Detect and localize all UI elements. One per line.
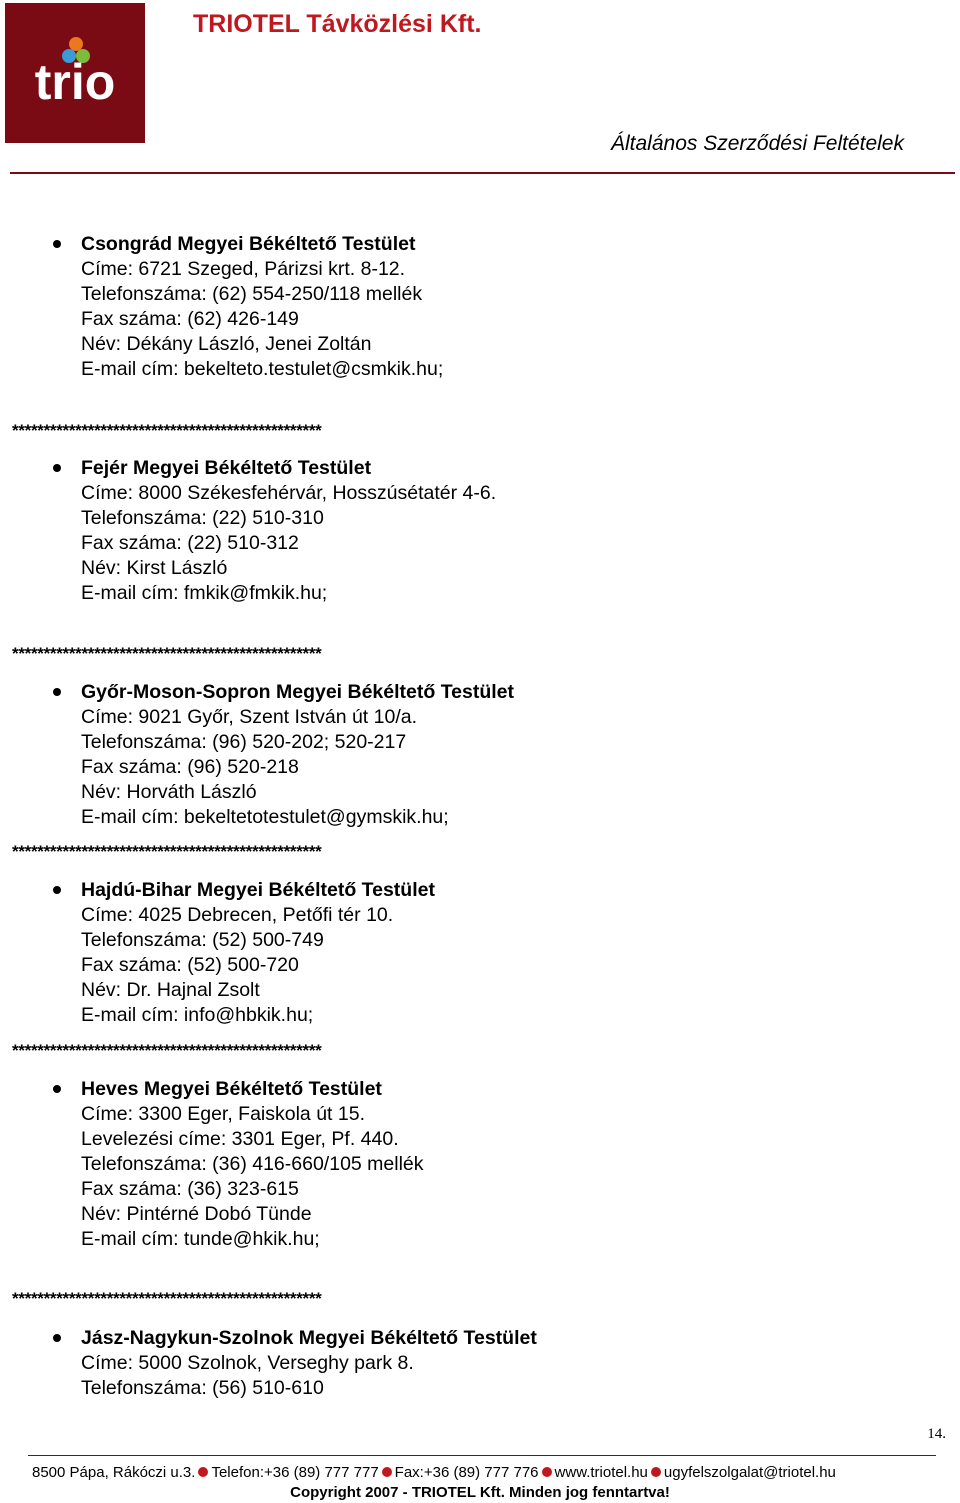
company-title: TRIOTEL Távközlési Kft. [193, 10, 482, 38]
board-detail-line: Telefonszáma: (22) 510-310 [81, 507, 324, 529]
bullet-icon [53, 688, 61, 696]
board-name: Csongrád Megyei Békéltető Testület [81, 233, 416, 255]
board-name: Jász-Nagykun-Szolnok Megyei Békéltető Testület [81, 1327, 537, 1349]
board-name: Fejér Megyei Békéltető Testület [81, 457, 372, 479]
asterisk-separator: ************************************************* [12, 1041, 322, 1060]
board-name: Heves Megyei Békéltető Testület [81, 1078, 382, 1100]
board-detail-line: Telefonszáma: (96) 520-202; 520-217 [81, 731, 407, 753]
board-detail-line: Telefonszáma: (36) 416-660/105 mellék [81, 1153, 424, 1175]
board-detail-line: Fax száma: (62) 426-149 [81, 308, 299, 330]
board-detail-line: Telefonszáma: (62) 554-250/118 mellék [81, 283, 423, 305]
board-detail-line: Címe: 3300 Eger, Faiskola út 15. [81, 1103, 365, 1125]
board-detail-line: E-mail cím: bekeltetotestulet@gymskik.hu; [81, 806, 449, 828]
asterisk-separator: ************************************************* [12, 421, 322, 440]
board-detail-line: Fax száma: (52) 500-720 [81, 954, 299, 976]
bullet-dot-icon [198, 1467, 208, 1477]
footer-phone: Telefon:+36 (89) 777 777 [211, 1464, 379, 1481]
footer-fax: Fax:+36 (89) 777 776 [394, 1464, 539, 1481]
board-detail-line: Név: Horváth László [81, 781, 257, 803]
board-detail-line: E-mail cím: tunde@hkik.hu; [81, 1228, 320, 1250]
board-detail-line: Név: Dékány László, Jenei Zoltán [81, 333, 372, 355]
board-detail-line: E-mail cím: bekelteto.testulet@csmkik.hu; [81, 358, 444, 380]
footer-copyright: Copyright 2007 - TRIOTEL Kft. Minden jog fenntartva! [290, 1484, 670, 1501]
bullet-dot-icon [651, 1467, 661, 1477]
asterisk-separator: ************************************************* [12, 842, 322, 861]
company-logo [5, 3, 145, 143]
page-number: 14. [927, 1426, 946, 1442]
footer-website-link[interactable]: www.triotel.hu [554, 1464, 648, 1481]
board-detail-line: Fax száma: (22) 510-312 [81, 532, 299, 554]
board-detail-line: Telefonszáma: (52) 500-749 [81, 929, 324, 951]
board-detail-line: Levelezési címe: 3301 Eger, Pf. 440. [81, 1128, 399, 1150]
bullet-icon [53, 886, 61, 894]
bullet-icon [53, 240, 61, 248]
board-detail-line: Címe: 9021 Győr, Szent István út 10/a. [81, 706, 418, 728]
document-subtitle: Általános Szerződési Feltételek [611, 132, 904, 155]
board-detail-line: Név: Pintérné Dobó Tünde [81, 1203, 312, 1225]
board-detail-line: E-mail cím: info@hbkik.hu; [81, 1004, 314, 1026]
board-detail-line: Címe: 4025 Debrecen, Petőfi tér 10. [81, 904, 394, 926]
board-detail-line: Név: Kirst László [81, 557, 228, 579]
footer-divider [28, 1455, 936, 1456]
board-detail-line: Címe: 5000 Szolnok, Verseghy park 8. [81, 1352, 414, 1374]
asterisk-separator: ************************************************* [12, 644, 322, 663]
header-divider [10, 172, 955, 174]
footer-address: 8500 Pápa, Rákóczi u.3. [32, 1464, 196, 1481]
board-detail-line: Fax száma: (36) 323-615 [81, 1178, 299, 1200]
board-detail-line: Címe: 8000 Székesfehérvár, Hosszúsétatér 4-6. [81, 482, 497, 504]
bullet-icon [53, 464, 61, 472]
footer-email-link[interactable]: ugyfelszolgalat@triotel.hu [663, 1464, 836, 1481]
bullet-dot-icon [542, 1467, 552, 1477]
bullet-icon [53, 1085, 61, 1093]
board-detail-line: Fax száma: (96) 520-218 [81, 756, 299, 778]
board-name: Győr-Moson-Sopron Megyei Békéltető Testület [81, 681, 515, 703]
board-detail-line: Név: Dr. Hajnal Zsolt [81, 979, 260, 1001]
asterisk-separator: ************************************************* [12, 1289, 322, 1308]
board-name: Hajdú-Bihar Megyei Békéltető Testület [81, 879, 435, 901]
trio-logo-icon [5, 3, 145, 143]
bullet-dot-icon [382, 1467, 392, 1477]
svg-text:trio: trio [34, 54, 116, 110]
bullet-icon [53, 1334, 61, 1342]
board-detail-line: Címe: 6721 Szeged, Párizsi krt. 8-12. [81, 258, 406, 280]
board-detail-line: Telefonszáma: (56) 510-610 [81, 1377, 324, 1399]
board-detail-line: E-mail cím: fmkik@fmkik.hu; [81, 582, 328, 604]
footer-contacts [32, 1464, 836, 1482]
